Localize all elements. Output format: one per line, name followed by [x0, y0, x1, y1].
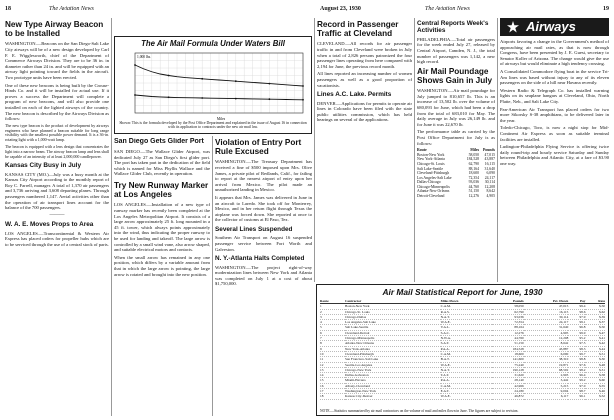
stat-cell: 141,600 — [492, 357, 524, 362]
stat-cell: 7 — [320, 336, 345, 341]
stat-cell: 98.3 — [568, 346, 585, 351]
cell-miles: 12,276 — [468, 194, 480, 199]
left-page-number: 18 — [5, 6, 11, 12]
stat-cell: New York-Atlanta — [345, 346, 441, 351]
column-header-miles: Miles — [470, 148, 480, 153]
stat-cell: $.58 — [585, 373, 605, 378]
cell-route: Salt Lake-Seattle — [417, 166, 444, 171]
stat-cell: 16 — [320, 383, 345, 388]
headline-ny-atlanta: N. Y.-Atlanta Halts Completed — [215, 255, 305, 263]
data-point — [201, 78, 203, 80]
data-point — [168, 96, 170, 98]
stat-cell: $.46 — [585, 389, 605, 394]
stat-cell: 12 — [320, 362, 345, 367]
column-rule — [497, 18, 498, 282]
stat-cell: 184,528 — [492, 346, 524, 351]
stat-cell: 19,871 — [524, 362, 569, 367]
headline-kansas-city: Kansas City Busy in July — [5, 162, 82, 170]
column-rule — [212, 136, 213, 416]
stat-table-title: Air Mail Statistical Report for June, 1930 — [382, 287, 543, 297]
stat-cell: Chicago-Minneapolis — [345, 336, 441, 341]
stat-cell: 12,208 — [524, 336, 569, 341]
chart-title: The Air Mail Formula Under Waters Bill — [141, 39, 285, 48]
stat-cell: 4,905 — [524, 330, 569, 335]
stat-cell: 1 — [320, 304, 345, 309]
data-point — [269, 83, 271, 85]
article-column-4 — [317, 20, 412, 282]
column-rule — [314, 18, 315, 282]
stat-cell: $.51 — [585, 351, 605, 356]
article-paragraph: WASHINGTON.—The Treasury Department has received a fine of $500 imposed upon Mrs. Olive James, a private pilot of Redlands, Calif., for failing to report at the nearest airport of entry upon her arrival from Mexico. The pilot made an unauthorized landing in Mexico. — [215, 159, 312, 193]
stat-cell: 95.2 — [568, 336, 585, 341]
stat-cell: 18,600 — [492, 351, 524, 356]
stat-cell: 15 — [320, 378, 345, 383]
stat-cell: 51,150 — [492, 341, 524, 346]
stat-cell: Seattle-Los Angeles — [345, 362, 441, 367]
stat-table-footnote: NOTE.—Statistics summarized by air mail contractors on the volume of mail and miles flown in June. The figures are subject to revision. — [320, 409, 519, 413]
cell-miles: 62,790 — [468, 161, 480, 166]
headline-beacon: New Type Airway Beacon to be Installed — [5, 20, 104, 39]
stat-cell: $.44 — [585, 346, 605, 351]
stat-cell: 99.4 — [568, 304, 585, 309]
news-brief: Western Radio & Telegraph Co. has installed warning lights on its seaplane hangars at Cleveland, Ohio, North Platte, Neb., and Salt Lake City. — [500, 87, 609, 104]
stat-cell: V.A.L. — [441, 325, 492, 330]
stat-cell: S.A.C. — [441, 330, 492, 335]
stat-cell: $.41 — [585, 336, 605, 341]
stat-cell: P.A.A. — [441, 346, 492, 351]
article-paragraph: DENVER.—Applications for permits to operate air lines in Colorado have been filed with the state public utilities commission, which has held hearings on several of the applications. — [317, 100, 412, 123]
data-point — [168, 75, 170, 77]
table-row — [417, 194, 495, 199]
stat-cell: 10 — [320, 351, 345, 356]
stat-cell: $.31 — [585, 367, 605, 372]
article-paragraph: WASHINGTON.—The project right-of-way modernization lines between New York and Atlanta was completed on July 1 at a cost of about $1,750,000. — [215, 264, 312, 287]
cell-miles: 44,760 — [468, 184, 480, 189]
stat-cell: W.A.E. — [441, 394, 492, 399]
airways-section-banner — [500, 18, 609, 36]
article-paragraph: KANSAS CITY (MO.)—July was a busy month at the Kansas City Airport according to the monthly report of Roy C. Farrell, manager. A total of 1,370 air passengers and 3,736 arriving and 3,608 departing planes. Through passengers numbered 1,147. Aerial activities other than the operation of air transport lines account for the balance of the 700 passengers. — [5, 171, 109, 211]
stat-column-header: Rate — [585, 299, 605, 304]
headline-entry-port: Violation of Entry Port Rule Excused — [215, 138, 302, 157]
stat-cell: 72,354 — [492, 320, 524, 325]
stat-cell: 96.4 — [568, 373, 585, 378]
stat-cell: Los Angeles-Salt Lake — [345, 320, 441, 325]
stat-cell: 99.9 — [568, 330, 585, 335]
article-paragraph: WASHINGTON.—Air mail poundage for July jumped to 810,657 lb. This is an increase of 13,502 lb. over the volume of 680,093 for June, which had been a drop from the total of 683,010 for May. The daily average in July was 26,149 lb. and for June it was 22,670 lb. — [417, 88, 495, 127]
stat-cell: Cleveland-Pittsburgh — [345, 351, 441, 356]
stat-table-grid — [320, 299, 605, 407]
stat-cell: 8 — [320, 341, 345, 346]
cell-route: Boston-New York — [417, 152, 445, 157]
cell-miles: 93,036 — [468, 180, 480, 185]
news-brief: Airports favoring a change in the Government's method of approaching air mail rates, as that is now through Congress, have been presented by J. E. Guest, secretary to Senator Koller of Arizona. The change would give the use of airways but would eliminate a high tendency crossing. — [500, 39, 609, 67]
headline-glider-port: San Diego Gets Glider Port — [114, 138, 204, 145]
cell-route: Chicago-St. Louis — [417, 161, 445, 166]
stat-cell: 96.1 — [568, 394, 585, 399]
cell-pounds: 4,905 — [486, 194, 495, 199]
stat-cell: 62,790 — [492, 309, 524, 314]
stat-cell: 6 — [320, 330, 345, 335]
cell-pounds: 43,887 — [484, 157, 495, 162]
stat-cell: E.A.T. — [441, 389, 492, 394]
cell-pounds: 24,117 — [484, 175, 495, 180]
stat-cell: $.48 — [585, 362, 605, 367]
article-column-5 — [417, 20, 495, 282]
stat-cell: Chicago-Dallas — [345, 314, 441, 319]
stat-cell: 11 — [320, 357, 345, 362]
stat-cell: 190,128 — [492, 367, 524, 372]
stat-cell: 44,760 — [492, 336, 524, 341]
cell-pounds: 47,015 — [484, 152, 495, 157]
article-column-2 — [114, 138, 210, 416]
stat-cell: B.A.T. — [441, 357, 492, 362]
stat-cell: 17 — [320, 389, 345, 394]
x-axis-label: Miles — [216, 117, 226, 121]
column-header-route: Route — [417, 148, 427, 153]
article-paragraph: All lines reported an increasing number of women passengers as well as a good proportion of vacationists. — [317, 71, 412, 88]
stat-cell: $.39 — [585, 314, 605, 319]
news-brief: A Consolidated Commodore flying boat in the service Tri-Am lines was based without injury to any of its eleven passengers on the side of a hill near Havana recently. — [500, 68, 609, 86]
stat-cell: $.50 — [585, 325, 605, 330]
air-mail-statistical-report — [316, 284, 609, 416]
article-paragraph: The new type beacon is the product of development by airways engineers who have planned a beacon suitable for long range visibility with the smallest possible power demand. It is a 36-in. rotating light with a 1,000-watt lamp. — [5, 122, 109, 143]
headline-runway-marker: Try New Runway Marker at Los Angeles — [114, 180, 209, 200]
article-column-6 — [500, 39, 609, 282]
stat-cell: C.A.M. — [441, 351, 492, 356]
stat-cell: 97.5 — [568, 341, 585, 346]
stat-cell: $.55 — [585, 383, 605, 388]
stat-cell: 18 — [320, 394, 345, 399]
stat-cell: 3 — [320, 314, 345, 319]
stat-cell: N.A.T. — [441, 314, 492, 319]
stat-table — [320, 299, 605, 400]
stat-cell: Salt Lake-Seattle — [345, 325, 441, 330]
stat-cell: 24,117 — [524, 320, 569, 325]
data-point — [134, 94, 136, 96]
stat-cell: 2,903 — [524, 373, 569, 378]
stat-cell: $.30 — [585, 357, 605, 362]
stat-cell: Albany-Cleveland — [345, 383, 441, 388]
cell-pounds: 31,640 — [484, 166, 495, 171]
stat-cell: N.A.T. — [441, 367, 492, 372]
stat-cell: 30,114 — [524, 314, 569, 319]
news-brief: Pan-American Air Transport has placed orders for two more Sikorsky S-38 amphibians, to be delivered later in the year. — [500, 106, 609, 123]
stat-cell: $.37 — [585, 320, 605, 325]
article-paragraph: Southern Air Transport on August 16 suspended passenger service between Fort Worth and Galveston. — [215, 235, 312, 252]
stat-cell: 43,887 — [524, 346, 569, 351]
stat-cell: Atlanta-New Orleans — [345, 341, 441, 346]
section-divider: ——— — [49, 212, 65, 218]
article-paragraph: The performance table as carried by the Post Office Department for July is as follows: — [417, 129, 495, 146]
stat-cell: 46,872 — [492, 394, 524, 399]
airways-label: Airways — [526, 19, 576, 34]
stat-cell: 98.7 — [568, 389, 585, 394]
stat-cell: 42,966 — [492, 383, 524, 388]
stat-cell: Washington-New York — [345, 389, 441, 394]
stat-cell: W.A.E. — [441, 362, 492, 367]
cell-pounds: 16,115 — [484, 161, 495, 166]
stat-cell: 5 — [320, 325, 345, 330]
stat-cell: 99.1 — [568, 320, 585, 325]
article-paragraph: PHILADELPHIA.—Total air passengers for the week ended July 27, released by Central Airport, Camden, N. J., the total number of passengers was 1,142, a new high record. — [417, 36, 495, 65]
headline-lake-permits: Lines A.C. Lake. Permits — [317, 91, 392, 99]
stat-cell: 75,240 — [492, 362, 524, 367]
data-point — [269, 98, 271, 100]
data-point — [201, 97, 203, 99]
cell-miles: 51,150 — [468, 189, 480, 194]
stat-cell: 4 — [320, 320, 345, 325]
article-column-1 — [5, 20, 109, 416]
article-paragraph: LOS ANGELES.—Transcontinental & Western Air Express has placed orders for propeller hubs which are to be serviced through the use of a central stock of parts. — [5, 230, 109, 248]
stat-cell: 8,642 — [524, 341, 569, 346]
stat-cell: $.62 — [585, 309, 605, 314]
stat-cell: 99.7 — [568, 351, 585, 356]
cell-miles: 18,600 — [468, 171, 480, 176]
stat-cell: P.A.A. — [441, 378, 492, 383]
stat-cell: 93,036 — [492, 314, 524, 319]
article-paragraph: When the small arrow has remained in any one position, which differs by a variable amount from that in which the large arrow is pointing, the large arrow is rotated and brought into the new position. — [114, 254, 210, 277]
cell-miles: 184,528 — [466, 157, 480, 162]
cell-route: New York-Atlanta — [417, 157, 445, 162]
stat-cell: 31,620 — [492, 373, 524, 378]
stat-cell: Dallas-Galveston — [345, 373, 441, 378]
stat-cell: 16,115 — [524, 309, 569, 314]
stat-cell: C.A.M. — [441, 304, 492, 309]
stat-cell: 5,215 — [524, 383, 569, 388]
right-page-number: 19 — [603, 6, 609, 12]
issue-date: August 23, 1930 — [320, 6, 361, 12]
star-icon — [507, 21, 519, 33]
stat-column-header: Contractor — [345, 299, 441, 304]
route-poundage-table — [417, 148, 495, 199]
stat-column-header: Route — [320, 299, 345, 304]
cell-route: Atlanta-New Orleans — [417, 189, 450, 194]
stat-cell: 98.2 — [568, 367, 585, 372]
headline-wae: W. A. E. Moves Props to Area — [5, 221, 94, 229]
stat-cell: 58,050 — [492, 304, 524, 309]
stat-column-header: Pounds — [492, 299, 524, 304]
column-rule — [414, 18, 415, 282]
stat-column-header: Miles Flown — [441, 299, 492, 304]
stat-cell: 68,502 — [524, 367, 569, 372]
stat-cell: $.50 — [585, 304, 605, 309]
stat-cell: 98.6 — [568, 309, 585, 314]
cell-pounds: 8,642 — [486, 189, 495, 194]
headline-cleveland: Record in Passenger Traffic at Cleveland — [317, 20, 399, 39]
headline-lines-suspended: Several Lines Suspended — [215, 225, 293, 233]
stat-cell: 31,640 — [524, 325, 569, 330]
article-paragraph: One of these new beacons is being built by the Crouse-Hinds Co. and it will be installed for actual use. If it proves a success the Department will complete a program of new beacons, and will also provide one installed on each of the lighted airways of the country. The new beacon is described by the Airways Division as follows: — [5, 82, 109, 122]
stat-cell: R.A.S. — [441, 309, 492, 314]
stat-cell: 14 — [320, 373, 345, 378]
cell-route: Los Angeles-Salt Lake — [417, 175, 452, 180]
stat-cell: $.52 — [585, 394, 605, 399]
chart-label-top: 1,000 lbs. — [137, 55, 152, 59]
data-point — [302, 99, 304, 101]
data-point — [235, 98, 237, 100]
stat-cell: Miami-Havana — [345, 378, 441, 383]
stat-cell: 6,117 — [524, 394, 569, 399]
stat-cell: 2 — [320, 309, 345, 314]
cell-pounds: 6,090 — [486, 171, 495, 176]
stat-cell: $.60 — [585, 378, 605, 383]
stat-cell: 88,164 — [492, 325, 524, 330]
stat-cell: 97.6 — [568, 362, 585, 367]
stat-cell: 97.0 — [568, 383, 585, 388]
left-page-title: The Aviation News — [49, 6, 94, 12]
stat-cell: 96.8 — [568, 325, 585, 330]
cell-route: Cleveland-Pittsburgh — [417, 171, 450, 176]
cell-pounds: 12,208 — [484, 184, 495, 189]
data-point — [134, 64, 136, 66]
cell-pounds: 30,114 — [484, 180, 495, 185]
stat-cell: 6,090 — [524, 351, 569, 356]
cell-route: Dallas-Chicago — [417, 180, 441, 185]
cell-miles: 88,164 — [468, 166, 480, 171]
article-column-3 — [215, 138, 312, 416]
cell-miles: 58,050 — [468, 152, 480, 157]
stat-cell: 9,004 — [524, 389, 569, 394]
stat-cell: 47,015 — [524, 304, 569, 309]
stat-cell: Chicago-St. Louis — [345, 309, 441, 314]
article-paragraph: It appears that Mrs. James was delivered in June in an aircraft to Laredo. She took off for Monterrey, Mexico, and in her return flight through Texas the airplane was forced down. She reported at once to the collector of customs at El Paso, Tex. — [215, 194, 312, 223]
stat-cell: 9 — [320, 346, 345, 351]
right-page-title: The Aviation News — [425, 6, 470, 12]
stat-cell: 98.8 — [568, 357, 585, 362]
stat-cell: W.A.E. — [441, 320, 492, 325]
article-paragraph: SAN DIEGO.—The Wallace Glider Airport, was dedicated July 27 as San Diego's first glider port. The port has taken part in the dedication of the field which is named for Miss Phyllis Wallace and the Wallace Glider Club, recently in operation. — [114, 149, 210, 177]
data-point — [302, 85, 304, 87]
stat-cell: 13 — [320, 367, 345, 372]
stat-cell: C.A.M. — [441, 383, 492, 388]
formula-chart-svg — [121, 49, 307, 121]
chart-caption: Shown: This is the formula developed by the Post Office Department and explained in the issue of August 16 in connection with its application to contracts under the new air mail law. — [119, 121, 307, 130]
stat-cell: N.W.A. — [441, 336, 492, 341]
stat-cell: Chicago-New York — [345, 367, 441, 372]
stat-cell: 3,442 — [524, 378, 569, 383]
stat-cell: 24,180 — [492, 389, 524, 394]
stat-cell: Boston-New York — [345, 304, 441, 309]
stat-column-header: Pay — [568, 299, 585, 304]
page-header — [5, 4, 609, 16]
stat-cell: 97.9 — [568, 314, 585, 319]
stat-cell: $.47 — [585, 330, 605, 335]
air-mail-formula-chart — [114, 36, 312, 134]
article-paragraph: LOS ANGELES.—Installation of a new type of runway marker has recently been completed at the Los Angeles Metropolitan Airport. It consists of a large arrow approximately 25 ft. long mounted in a 45 ft. tower, which always points approximately into the wind, thus indicating the proper runway to be used for landing and takeoff. The large arrow is controlled by a small wind vane, also arrow shaped, and suitable electrical motors and contacts. — [114, 202, 210, 253]
stat-cell: 99.2 — [568, 378, 585, 383]
stat-cell: S.A.T. — [441, 341, 492, 346]
article-paragraph: WASHINGTON.—Beacons on the San Diego-Salt Lake City airways will be of a new design developed by Carl F. E. Wigglesworth, chief of the Department of Commerce Airways Division. They are to be 36 in. in diameter rather than 24 in. and will be equipped with an airway light pointing toward the fields in the aircraft. Two prototype units have been erected. — [5, 41, 109, 80]
stat-cell: San Francisco-Salt Lake — [345, 357, 441, 362]
stat-column-header: Pct. Flown — [524, 299, 569, 304]
column-header-pounds: Pounds — [482, 148, 495, 153]
stat-table-row — [320, 394, 605, 399]
stat-cell: T.A.T. — [441, 373, 492, 378]
stat-cell: 12,276 — [492, 330, 524, 335]
cell-route: Detroit-Cleveland — [417, 194, 445, 199]
cell-miles: 72,354 — [468, 175, 480, 180]
stat-cell: Cleveland-Detroit — [345, 330, 441, 335]
stat-cell: $.42 — [585, 341, 605, 346]
data-point — [235, 80, 237, 82]
headline-central-reports: Central Reports Week's Activities — [417, 20, 489, 35]
news-brief: Ludington-Philadelphia Flying Service is offering twice daily round-trip and hourly service Saturday and Sunday between Philadelphia and Atlantic City, at a fare of $3.90 one way. — [500, 144, 609, 166]
article-paragraph: The beacon is equipped with a lens design that concentrates the light into a narrow beam. The airway beacon lamp and lens shall be capable of an intensity of at least 2,000,000 candlepower. — [5, 143, 109, 159]
stat-cell: 28,140 — [492, 378, 524, 383]
stat-cell: Kansas City-Denver — [345, 394, 441, 399]
news-brief: Toledo-Chicago, Toro, is now a night stop for Mid-Continent Air Express as soon as suitable terminal facilities are installed. — [500, 125, 609, 142]
cell-route: Chicago-Minneapolis — [417, 184, 450, 189]
headline-poundage: Air Mail Poundage Shows Gain in July — [417, 66, 493, 85]
stat-cell: 38,310 — [524, 357, 569, 362]
column-rule — [111, 18, 112, 416]
article-paragraph: CLEVELAND.—All records for air passenger traffic in and from Cleveland were broken in July when a total of 2,826 persons patronized the four passenger lines operating from here compared with 2,194 for June, the previous record month. — [317, 41, 412, 69]
